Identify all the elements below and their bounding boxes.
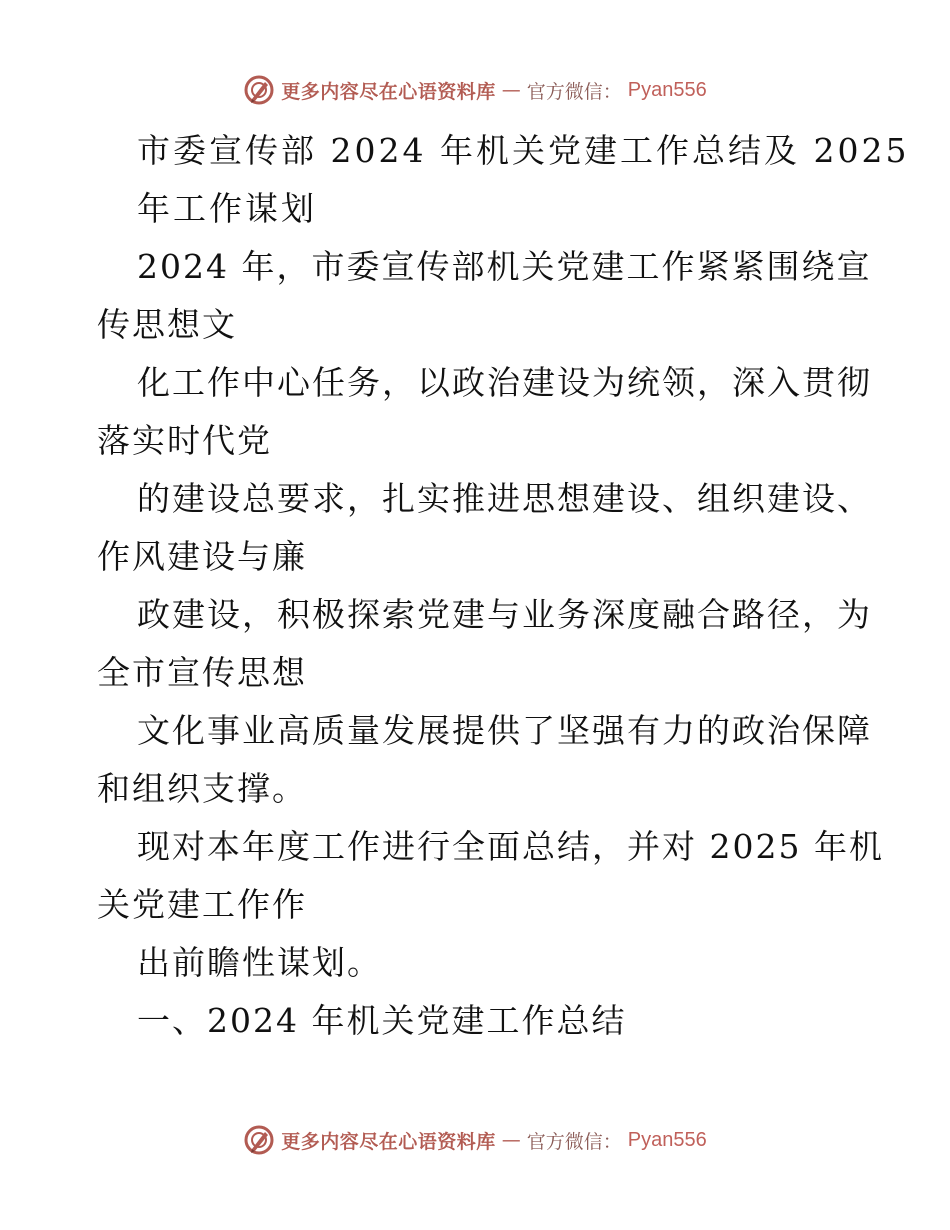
banner-text: 更多内容尽在心语资料库	[281, 1130, 496, 1153]
paragraph-line: 现对本年度工作进行全面总结，并对 2025 年机	[137, 827, 884, 866]
paragraph-line: 化工作中心任务，以政治建设为统领，深入贯彻	[137, 363, 872, 402]
paragraph-line: 全市宣传思想	[97, 653, 307, 692]
paragraph-line: 一、2024 年机关党建工作总结	[137, 1001, 627, 1040]
banner-separator: —	[501, 79, 521, 101]
banner-wechat-label: 官方微信：	[526, 1130, 622, 1153]
paragraph-line: 作风建设与廉	[97, 537, 307, 576]
banner-wechat-label: 官方微信：	[526, 80, 622, 103]
document-title-line-2: 年工作谋划	[137, 189, 317, 228]
paragraph-line: 落实时代党	[97, 421, 272, 460]
paragraph-line: 政建设，积极探索党建与业务深度融合路径，为	[137, 595, 872, 634]
pen-logo-icon	[243, 74, 275, 106]
banner-text: 更多内容尽在心语资料库	[281, 80, 496, 103]
header-watermark-banner	[0, 70, 950, 110]
document-title-line-1: 市委宣传部 2024 年机关党建工作总结及 2025	[137, 131, 910, 170]
paragraph-line: 出前瞻性谋划。	[137, 943, 382, 982]
paragraph-line: 文化事业高质量发展提供了坚强有力的政治保障	[137, 711, 872, 750]
paragraph-line: 的建设总要求，扎实推进思想建设、组织建设、	[137, 479, 872, 518]
paragraph-line: 和组织支撑。	[97, 769, 307, 808]
document-body	[97, 122, 910, 1050]
banner-wechat-id: Pyan556	[627, 1128, 707, 1151]
paragraph-line: 传思想文	[97, 305, 237, 344]
footer-watermark-banner	[0, 1120, 950, 1160]
paragraph-lines	[97, 238, 884, 1050]
paragraph-line: 2024 年，市委宣传部机关党建工作紧紧围绕宣	[137, 247, 872, 286]
paragraph-line: 关党建工作作	[97, 885, 307, 924]
pen-logo-icon	[243, 1124, 275, 1156]
banner-separator: —	[501, 1129, 521, 1151]
banner-wechat-id: Pyan556	[627, 78, 707, 101]
